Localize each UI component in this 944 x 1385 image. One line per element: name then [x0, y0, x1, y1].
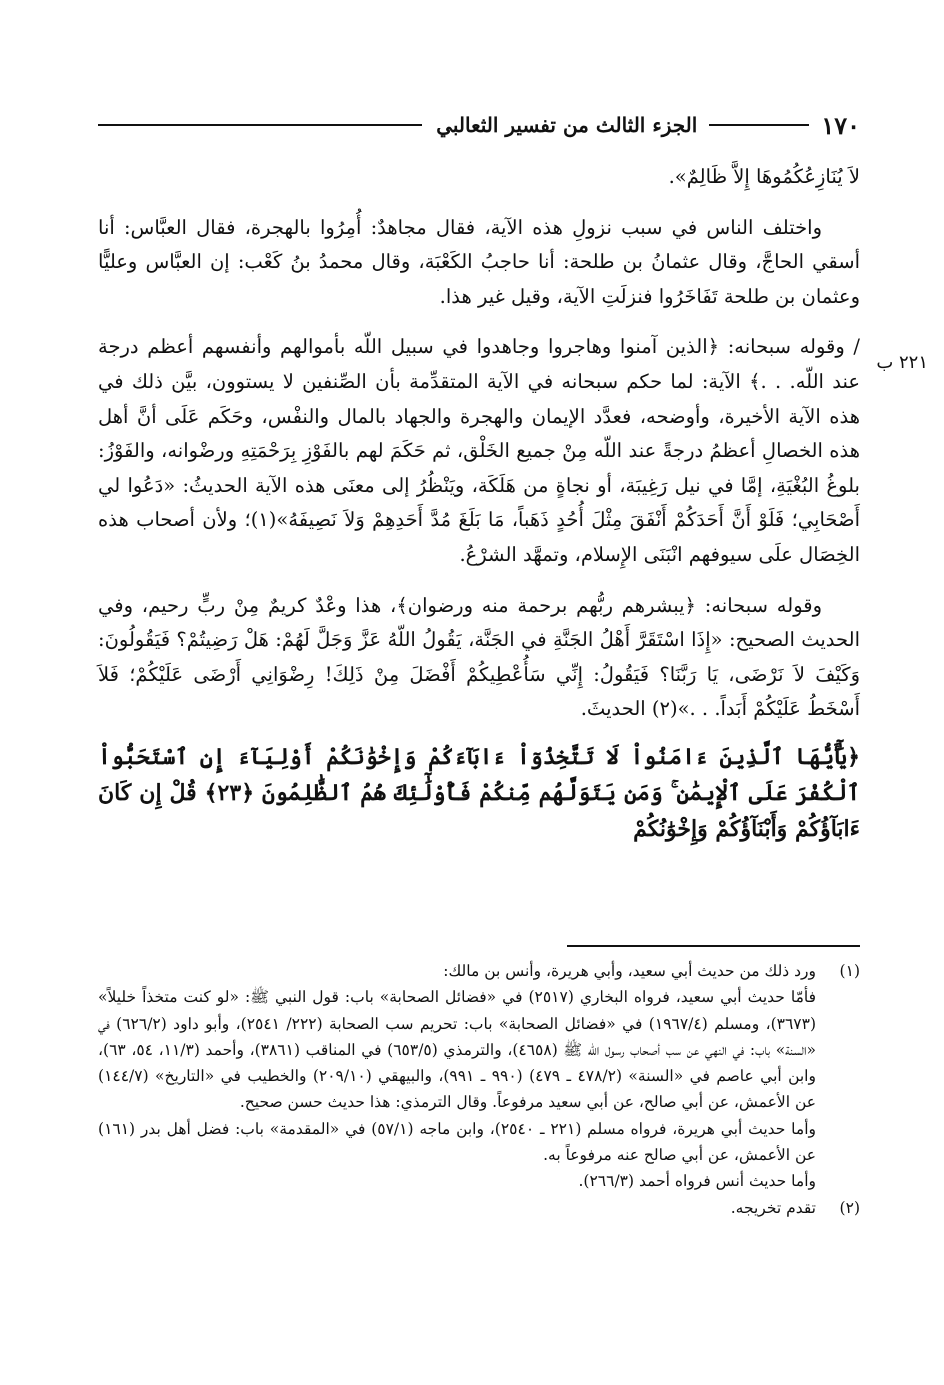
running-title: الجزء الثالث من تفسير الثعالبي — [436, 113, 698, 137]
footnote-number: (١) — [839, 962, 860, 980]
footnote — [98, 1195, 860, 1221]
paragraph: / وقوله سبحانه: ﴿الذين آمنوا وهاجروا وجاهدوا في سبيل اللّه بأموالهم وأنفسهم أعظم درجة عند اللّه. . .﴾ الآية: لما حكم سبحانه في الآية المتقدِّمة بأن الصِّنفين لا يستوون، بيَّن ذلك في هذه الآية الأخيرة، وأوضحه، فعدَّد الإيمان والهجرة والجهاد بالمال والنفْس، وحَكَم عَلَى أنَّ أهل هذه الخصالِ أعظمُ درجةً عند اللّه مِنْ جميع الخَلْق، ثم حَكَمَ لهم بالفَوْزِ بِرَحْمَتِهِ ورضْوانه، والفَوْزُ: بلوغُ البُغْيَةِ، إمَّا في نيل رَغِيبَة، أو نجاةٍ من هَلَكَة، ويَنْظُرُ إلى معنَى هذه الآية الحديثُ: «دَعُوا لي أَصْحَابِي؛ فَلَوْ أَنَّ أَحَدَكُمْ أَنْفَقَ مِثْلَ أُحُدٍ ذَهَباً، مَا بَلَغَ مُدَّ أَحَدِهِمْ وَلاَ نَصِيفَهُ»(١)؛ ولأن أصحاب هذه الخِصَال علَى سيوفهم انْبَنَى الإِسلام، وتمهَّد الشرْعُ. — [98, 335, 860, 566]
footnote-body — [98, 1195, 816, 1221]
running-header — [98, 108, 860, 142]
header-rule-right — [709, 124, 809, 126]
footnote-line: ورد ذلك من حديث أبي سعيد، وأبي هريرة، وأنس بن مالك: — [443, 962, 816, 980]
quran-verse: ﴿يَٰٓأَيُّهَا ٱلَّذِينَ ءَامَنُواْ لَا تَتَّخِذُوٓاْ ءَابَآءَكُمْ وَإِخْوَٰنَكُمْ أَوْلِيَآءَ إِنِ ٱسْتَحَبُّواْ ٱلْكُفْرَ عَلَى ٱلْإِيمَٰنِ ۚ وَمَن يَتَوَلَّهُم مِّنكُمْ فَأُوْلَٰٓئِكَ هُمُ ٱلظَّٰلِمُونَ ﴿٢٣﴾ قُلْ إِن كَانَ ءَابَآؤُكُمْ وَأَبْنَآؤُكُمْ وَإِخْوَٰنُكُمْ — [98, 743, 860, 842]
paragraph-continuation: لاَ يُنَازِعُكُمُوهَا إِلاَّ ظَالِمٌ». — [668, 165, 860, 188]
footnote-number: (٢) — [839, 1198, 860, 1217]
main-text — [98, 160, 860, 847]
manuscript-folio-note: ٢٢١ ب — [876, 352, 928, 373]
footnote-line: فأمّا حديث أبي سعيد، فرواه البخاري (٢٥١٧) في «فضائل الصحابة» باب: قول النبي ﷺ: «لو كنت متخذاً خليلاً» (٣٦٧٣)، ومسلم (١٩٦٧/٤) في «فضائل الصحابة» باب: تحريم سب الصحابة (٢٢٢/ ٢٥٤١)، وأبو داود (٦٢٦/٢) في «السنة» باب: في النهي عن سب أصحاب رسول الله ﷺ (٤٦٥٨)، والترمذي (٦٥٣/٥) في المناقب (٣٨٦١)، وأحمد (١١/٣، ٥٤، ٦٣)، وابن أبي عاصم في «السنة» (٤٧٨/٢ ـ ٤٧٩) (٩٩٠ ـ ٩٩١)، والبيهقي (٢٠٩/١٠) والخطيب في «التاريخ» (١٤٤/٧) عن الأعمش، عن أبي صالح، عن أبي سعيد مرفوعاً. وقال الترمذي: هذا حديث حسن صحيح. — [98, 988, 817, 1112]
paragraph: واختلف الناس في سبب نزولِ هذه الآية، فقال مجاهدٌ: أُمِرُوا بالهجرة، فقال العبَّاس: أنا أسقي الحاجَّ، وقال عثمانُ بن طلحة: أنا حاجبُ الكَعْبَة، وقال محمدُ بنُ كَعْب: إن العبَّاس وعليًّا وعثمان بن طلحة تَفَاخَرُوا فنزلَتِ الآية، وقيل غير هذا. — [98, 215, 860, 308]
footnote-line: تقدم تخريجه. — [730, 1198, 816, 1217]
footnotes — [98, 958, 860, 1221]
header-rule-left — [98, 124, 422, 126]
footnote-body — [98, 958, 816, 1195]
paragraph: وقوله سبحانه: ﴿يبشرهم ربُّهم برحمة منه ورضوان﴾، هذا وعْدٌ كريمٌ مِنْ ربٍّ رحيم، وفي الحديث الصحيح: «إِذَا اسْتَقَرَّ أَهْلُ الجَنَّةِ في الجَنَّة، يَقُولُ اللّهُ عَزَّ وَجَلَّ لَهُمْ: هَلْ رَضِيتُمْ؟ فَيَقُولُونَ: وَكَيْفَ لاَ نَرْضَى، يَا رَبَّنَا؟ فَيَقُولُ: إِنِّي سَأُعْطِيكُمْ أَفْضَلَ مِنْ ذَلِكَ! رِضْوَانِي أَرْضَى عَلَيْكُمْ؛ فَلاَ أَسْخَطُ عَلَيْكُمْ أَبَداً. . .»(٢) الحديثَ. — [98, 593, 860, 721]
page-number: ١٧٠ — [821, 110, 860, 140]
footnote-line: وأما حديث أبي هريرة، فرواه مسلم (٢٢١ ـ ٢٥٤٠)، وابن ماجه (٥٧/١) في «المقدمة» باب: فضل أهل بدر (١٦١) عن الأعمش، عن أبي صالح عنه مرفوعاً به. — [98, 1119, 816, 1165]
footnote — [98, 958, 860, 1195]
footnote-separator — [567, 945, 860, 947]
footnote-line: وأما حديث أنس فرواه أحمد (٢٦٦/٣). — [578, 1172, 816, 1191]
